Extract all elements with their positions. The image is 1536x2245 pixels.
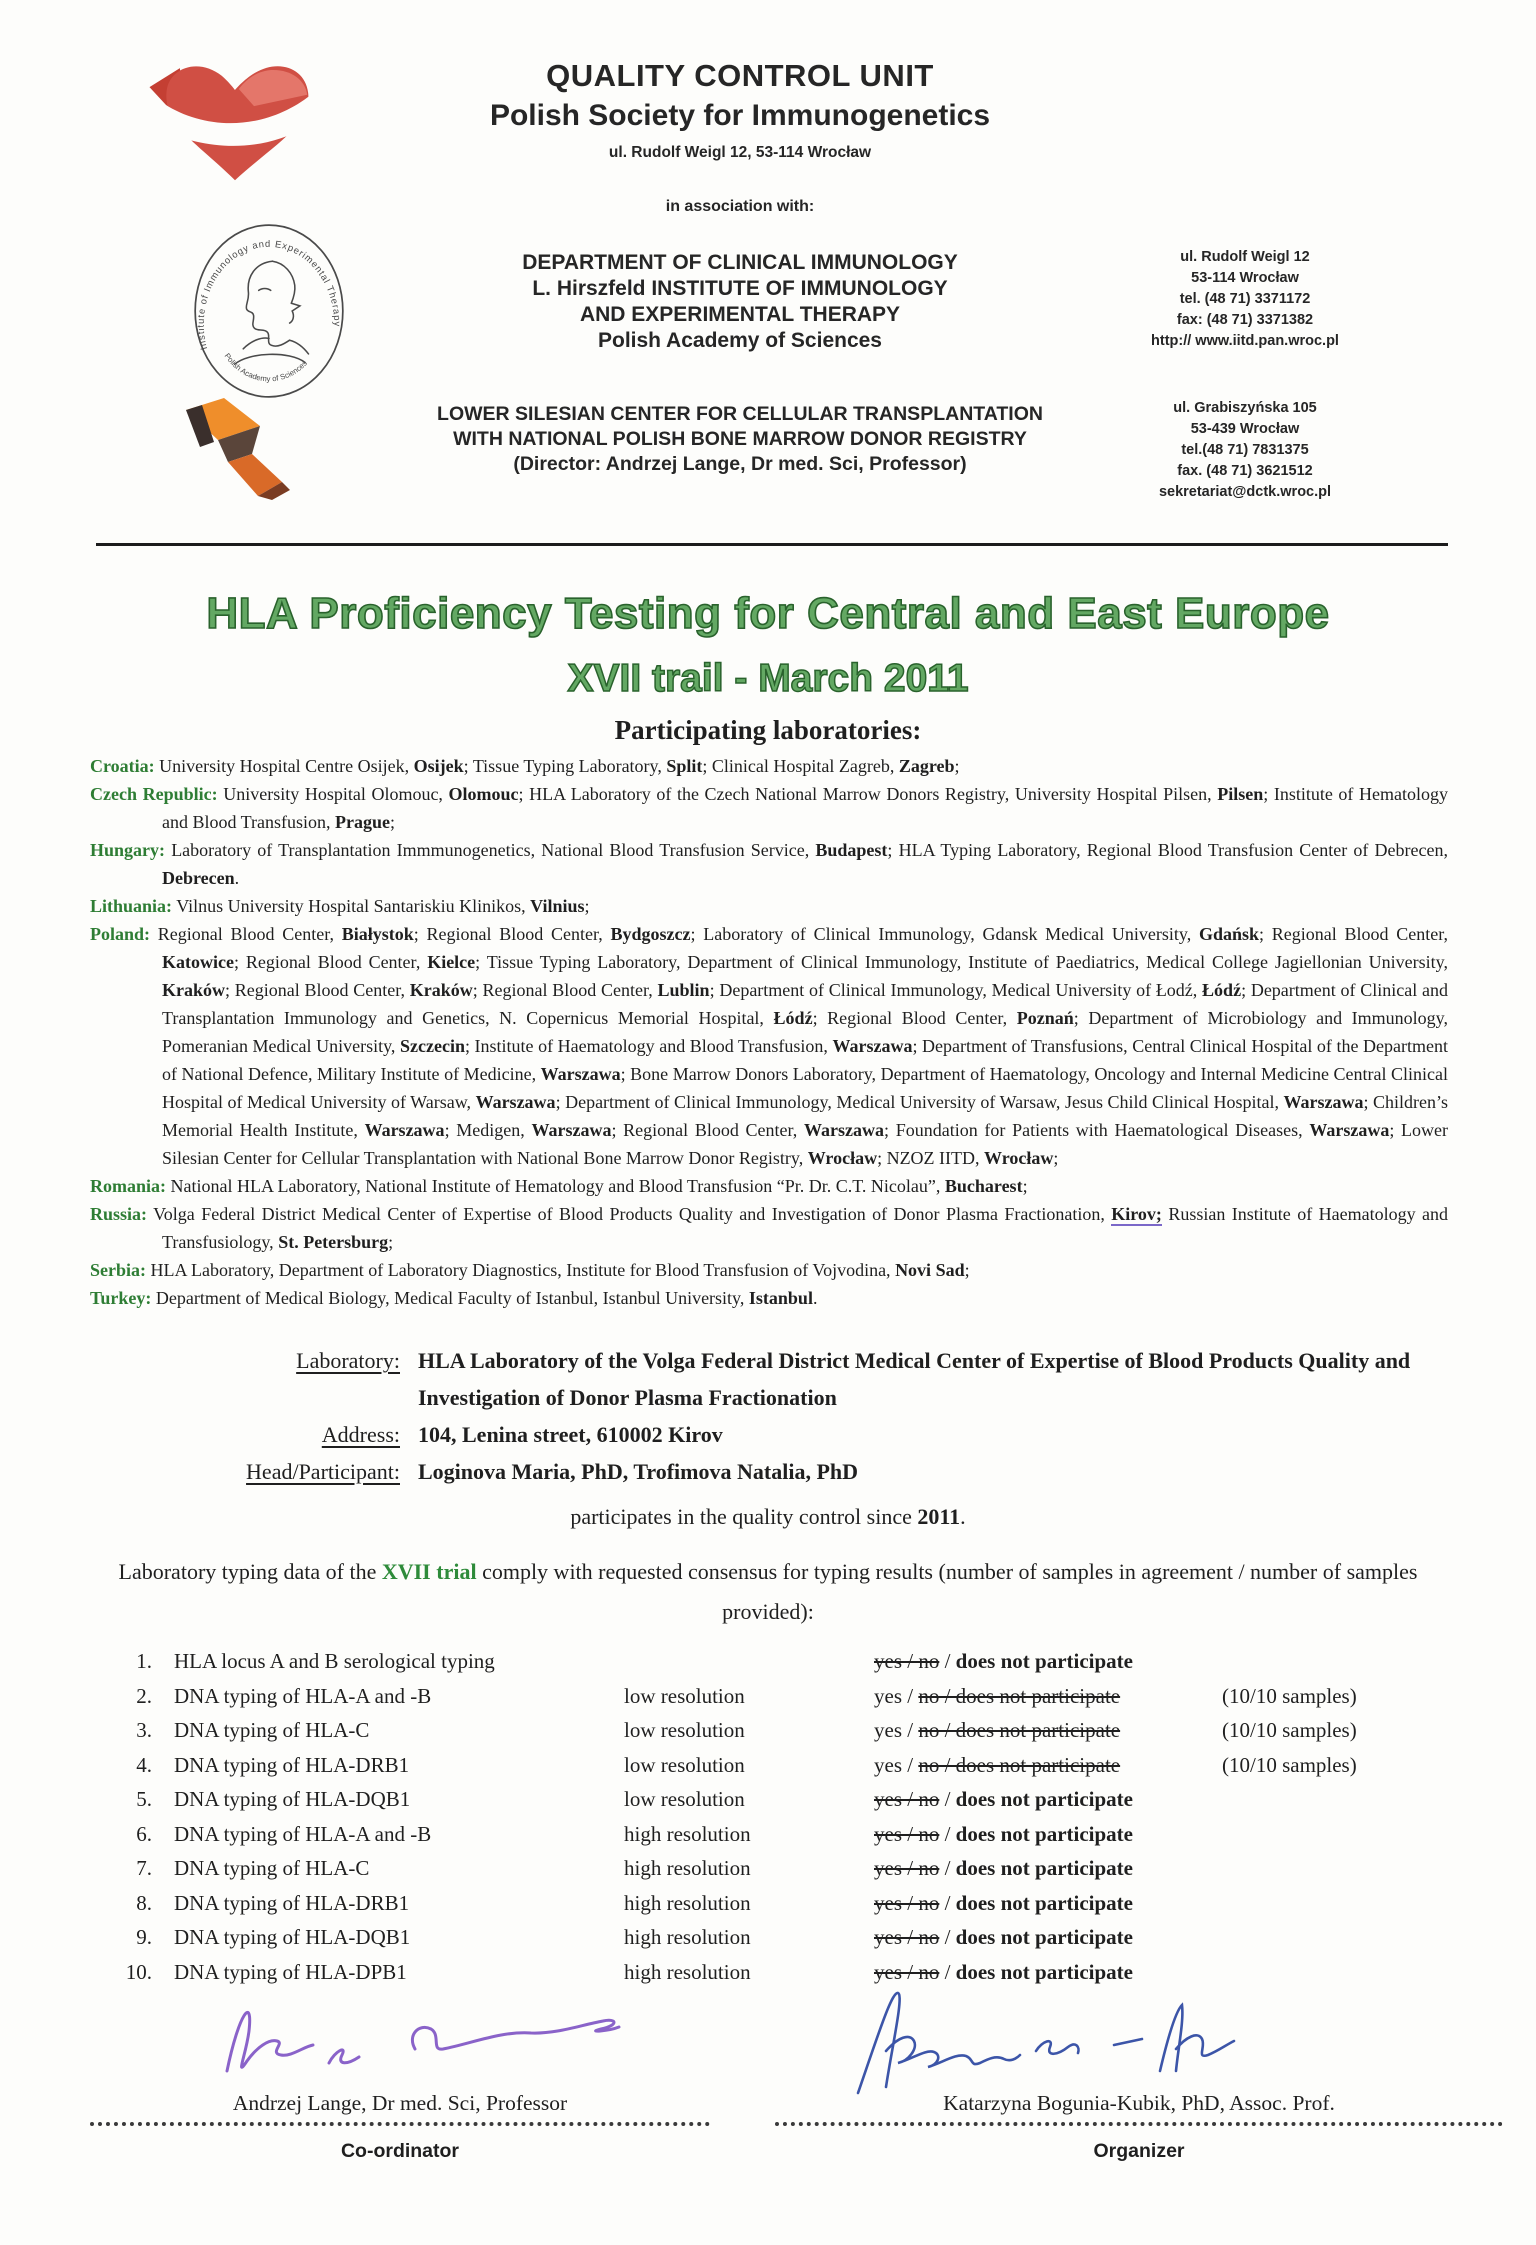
coordinator-signature-icon [205,1987,635,2097]
lab-entry-text: University Hospital Centre Osijek, Osijek; Tissue Typing Laboratory, Split; Clinical Hospital Zagreb, Zagreb; [159,756,960,776]
center-line: (Director: Andrzej Lange, Dr med. Sci, Professor) [513,453,967,475]
lab-entry-text: Regional Blood Center, Białystok; Regional Blood Center, Bydgoszcz; Laboratory of Clinical Immunology, Gdansk Medical University, Gdańsk; Regional Blood Center, Katowice; Regional Blood Center, Kielce; Tissue Typing Laboratory, Department of Clinical Immunology, Institute of Paediatrics, Medical College Jagiellonian University, Kraków; Regional Blood Center, Kraków; Regional Blood Center, Lublin; Department of Clinical Immunology, Medical University of Łodź, Łódź; Department of Clinical and Transplantation Immunology and Genetics, N. Copernicus Memorial Hospital, Łódź; Regional Blood Center, Poznań; Department of Microbiology and Immunology, Pomeranian Medical University, Szczecin; Institute of Haematology and Blood Transfusion, Warszawa; Department of Transfusions, Central Clinical Hospital of the Department of National Defence, Military Institute of Medicine, Warszawa; Bone Marrow Donors Laboratory, Department of Haematology, Oncology and Internal Medicine Central Clinical Hospital of Medical University of Warsaw, Warszawa; Department of Clinical Immunology, Medical University of Warsaw, Jesus Child Clinical Hospital, Warszawa; Children’s Memorial Health Institute, Warszawa; Medigen, Warszawa; Regional Blood Center, Warszawa; Foundation for Patients with Haematological Diseases, Warszawa; Lower Silesian Center for Cellular Transplantation with National Bone Marrow Donor Registry, Wrocław; NZOZ IITD, Wrocław; [157,924,1449,1168]
center-line: WITH NATIONAL POLISH BONE MARROW DONOR REGISTRY [453,428,1027,450]
country-label: Turkey: [90,1288,152,1308]
main-title: HLA Proficiency Testing for Central and East Europe [206,589,1330,638]
typing-intro: Laboratory typing data of the XVII trial comply with requested consensus for typing results (number of samples in agreement / number of samples provided): [118,1559,1418,1624]
participating-heading: Participating laboratories: [614,715,922,745]
row-choice: yes / no / does not participate [874,1649,1133,1673]
lab-entry-serbia [90,1256,1448,1284]
country-label: Serbia: [90,1260,146,1280]
row-resolution: high resolution [624,1959,751,1984]
lab-entry-text: Laboratory of Transplantation Immmunogenetics, National Blood Transfusion Service, Budapest; HLA Typing Laboratory, Regional Blood Transfusion Center of Debrecen, Debrecen. [162,840,1449,888]
row-choice: yes / no / does not participate [874,1890,1133,1915]
row-number: 8. [136,1890,152,1915]
row-resolution: high resolution [624,1821,751,1846]
lab-entry-turkey [90,1284,1448,1312]
contact-line: ul. Grabiszyńska 105 [1173,400,1317,416]
row-choice: yes / no / does not participate [874,1959,1133,1984]
svg-text:Institute of Immunology and Ex: Institute of Immunology and Experimental Therapy [195,238,343,351]
center-line: LOWER SILESIAN CENTER FOR CELLULAR TRANSPLANTATION [437,403,1043,425]
info-value: 104, Lenina street, 610002 Kirov [418,1422,723,1447]
row-samples [1222,1782,1459,1817]
organizer-block [775,2091,1503,2163]
lab-entry-hungary [90,836,1448,892]
row-item: DNA typing of HLA-DPB1 [174,1959,407,1984]
lab-entry-romania [90,1172,1448,1200]
contact-line: ul. Rudolf Weigl 12 [1180,249,1310,265]
participates-line: participates in the quality control since 2011. [570,1504,966,1529]
lab-entry-croatia [90,752,1448,780]
row-choice: yes / no / does not participate [874,1683,1121,1708]
info-label: Address: [321,1422,400,1447]
typing-table [114,1644,1459,1989]
department-line: Polish Academy of Sciences [597,329,882,352]
coordinator-block [90,2091,710,2163]
info-label: Head/Participant: [246,1459,400,1484]
typing-row [114,1886,1459,1921]
typing-row [114,1748,1459,1783]
country-label: Poland: [90,924,151,944]
info-row-laboratory [120,1342,1476,1416]
contact-line: http:// www.iitd.pan.wroc.pl [1151,333,1339,349]
center-contact [1080,398,1410,503]
lab-entry-text: National HLA Laboratory, National Institute of Hematology and Blood Transfusion “Pr. Dr. C.T. Nicolau”, Bucharest; [170,1176,1028,1196]
signature-dotted-line [775,2122,1503,2126]
svg-text:Polish Academy of Sciences: Polish Academy of Sciences [222,351,309,384]
row-item: HLA locus A and B serological typing [174,1649,495,1673]
row-choice: yes / no / does not participate [874,1856,1133,1880]
row-choice: yes / no / does not participate [874,1821,1133,1846]
row-number: 10. [125,1959,152,1984]
row-item: DNA typing of HLA-C [174,1718,370,1742]
country-label: Russia: [90,1204,148,1224]
row-samples [1222,1886,1459,1921]
row-item: DNA typing of HLA-DQB1 [174,1925,411,1949]
society-name: Polish Society for Immunogenetics [489,99,991,132]
info-row-address [120,1416,1476,1453]
department-contact [1080,247,1410,352]
department-line: DEPARTMENT OF CLINICAL IMMUNOLOGY [522,251,958,274]
lab-info [120,1342,1476,1490]
row-samples [1222,1920,1459,1955]
row-resolution: high resolution [624,1925,751,1949]
country-label: Hungary: [90,840,166,860]
row-choice: yes / no / does not participate [874,1718,1121,1742]
row-number: 3. [136,1718,152,1742]
typing-row [114,1713,1459,1748]
signer-role: Organizer [1093,2140,1185,2162]
contact-line: fax: (48 71) 3371382 [1176,312,1314,328]
row-item: DNA typing of HLA-C [174,1856,370,1880]
lab-entry-text: Vilnus University Hospital Santariskiu Klinikos, Vilnius; [176,896,590,916]
typing-row [114,1782,1459,1817]
contact-line: 53-114 Wrocław [1191,270,1299,286]
row-item: DNA typing of HLA-A and -B [174,1821,432,1846]
lab-entry-poland [90,920,1448,1172]
signatures-section [0,1995,1536,2225]
signer-role: Co-ordinator [340,2140,460,2162]
country-label: Croatia: [90,756,155,776]
row-choice: yes / no / does not participate [874,1752,1121,1777]
department-line: AND EXPERIMENTAL THERAPY [579,303,901,326]
row-number: 4. [136,1752,152,1777]
row-samples: (10/10 samples) [1222,1752,1357,1777]
lab-entry-text: Department of Medical Biology, Medical Faculty of Istanbul, Istanbul University, Istanbul. [155,1288,818,1308]
row-item: DNA typing of HLA-DRB1 [174,1752,410,1777]
contact-line: tel. (48 71) 3371172 [1179,291,1311,307]
organizer-signature-icon [830,1975,1250,2105]
row-item: DNA typing of HLA-DQB1 [174,1787,411,1811]
row-resolution: low resolution [624,1683,745,1708]
typing-row [114,1817,1459,1852]
row-resolution: high resolution [624,1890,751,1915]
association-note: in association with: [665,198,815,215]
row-number: 9. [136,1925,152,1949]
row-resolution [624,1644,874,1679]
country-label: Lithuania: [90,896,173,916]
info-label: Laboratory: [296,1348,400,1373]
typing-row [114,1955,1459,1990]
row-number: 5. [136,1787,152,1811]
row-number: 6. [136,1821,152,1846]
lab-entry-text: HLA Laboratory, Department of Laboratory Diagnostics, Institute for Blood Transfusion of Vojvodina, Novi Sad; [150,1260,970,1280]
country-label: Czech Republic: [90,784,218,804]
row-samples [1222,1851,1459,1886]
row-item: DNA typing of HLA-A and -B [174,1683,432,1708]
lab-entry-czech [90,780,1448,836]
typing-row [114,1920,1459,1955]
signature-dotted-line [90,2122,710,2126]
header-divider [96,543,1448,546]
letterhead [0,0,1536,545]
row-samples [1222,1644,1459,1679]
row-samples: (10/10 samples) [1222,1718,1357,1742]
contact-line: sekretariat@dctk.wroc.pl [1158,484,1332,500]
labs-list [90,752,1448,1312]
typing-row [114,1644,1459,1679]
trial-subtitle: XVII trail - March 2011 [567,657,969,700]
contact-line: tel.(48 71) 7831375 [1181,442,1309,458]
society-address: ul. Rudolf Weigl 12, 53-114 Wrocław [608,144,872,161]
department-line: L. Hirszfeld INSTITUTE OF IMMUNOLOGY [532,277,948,300]
row-samples: (10/10 samples) [1222,1683,1357,1708]
typing-row [114,1851,1459,1886]
row-resolution: low resolution [624,1787,745,1811]
contact-line: fax. (48 71) 3621512 [1177,463,1313,479]
info-row-head-participant [120,1453,1476,1490]
lab-entry-text: Volga Federal District Medical Center of Expertise of Blood Products Quality and Investigation of Donor Plasma Fractionation, Kirov; Russian Institute of Haematology and Transfusiology, St. Petersburg; [153,1204,1448,1252]
contact-line: 53-439 Wrocław [1190,421,1300,437]
typing-row [114,1679,1459,1714]
row-number: 7. [136,1856,152,1880]
row-number: 2. [136,1683,152,1708]
lab-entry-lithuania [90,892,1448,920]
row-resolution: low resolution [624,1718,745,1742]
row-item: DNA typing of HLA-DRB1 [174,1890,410,1915]
signer-name: Katarzyna Bogunia-Kubik, PhD, Assoc. Prof. [943,2091,1335,2115]
lab-entry-text: University Hospital Olomouc, Olomouc; HLA Laboratory of the Czech National Marrow Donors Registry, University Hospital Pilsen, Pilsen; Institute of Hematology and Blood Transfusion, Prague; [162,784,1449,832]
row-resolution: low resolution [624,1752,745,1777]
row-samples [1222,1817,1459,1852]
quality-control-unit-title: QUALITY CONTROL UNIT [546,58,934,93]
row-resolution: high resolution [624,1856,751,1880]
country-label: Romania: [90,1176,166,1196]
row-number: 1. [136,1649,152,1673]
lab-entry-russia [90,1200,1448,1256]
row-choice: yes / no / does not participate [874,1925,1133,1949]
row-samples [1222,1955,1459,1990]
row-choice: yes / no / does not participate [874,1787,1133,1811]
signer-name: Andrzej Lange, Dr med. Sci, Professor [232,2091,568,2115]
info-value: HLA Laboratory of the Volga Federal District Medical Center of Expertise of Blood Products Quality and Investigation of Donor Plasma Fractionation [418,1348,1411,1410]
info-value: Loginova Maria, PhD, Trofimova Natalia, PhD [418,1459,858,1484]
